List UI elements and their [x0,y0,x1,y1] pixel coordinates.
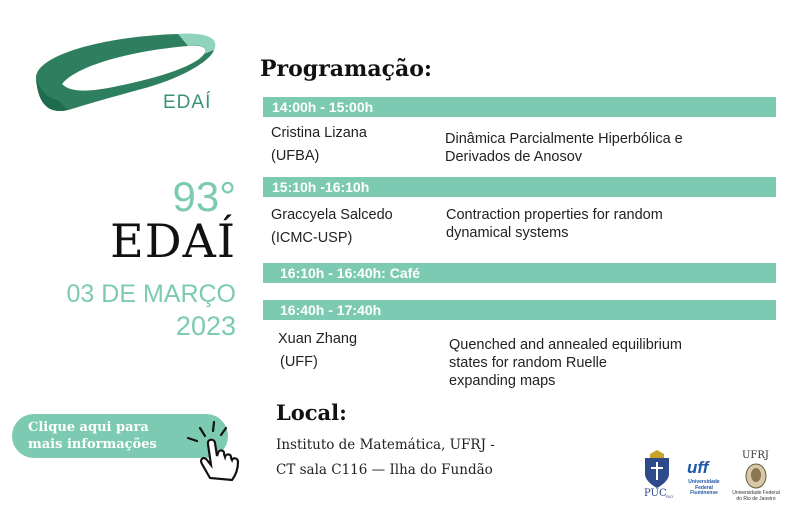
event-name: EDAÍ [110,214,236,268]
speaker-name: Cristina Lizana [271,125,367,141]
talk-title-line: Dinâmica Parcialmente Hiperbólica e [445,131,683,147]
time-bar-2 [263,177,776,197]
uff-text: uff [687,458,709,477]
time-bar-3 [263,300,776,320]
ufrj-sub-line: Universidade Federal [732,490,780,496]
uff-logo [684,458,724,506]
event-date: 03 DE MARÇO [66,280,236,308]
ufrj-sub-line: do Rio de Janeiro [736,495,776,502]
speaker-affiliation: (UFBA) [271,148,320,164]
venue-title: Local: [276,400,347,425]
talk-title-line: Contraction properties for random [446,207,663,223]
time-slot: 16:40h - 17:40h [280,302,382,318]
coffee-break: 16:10h - 16:40h: Café [280,265,421,281]
uff-sub-line: Federal [695,484,713,491]
hand-pointer-icon [180,416,248,484]
speaker-name: Graccyela Salcedo [271,207,393,223]
speaker-name: Xuan Zhang [278,331,358,347]
puc-text: PUC [644,488,667,499]
talk-title-line: Derivados de Anosov [445,149,583,165]
uff-sub-line: Universidade [688,479,720,485]
event-year: 2023 [175,311,236,341]
ufrj-logo [732,450,780,506]
uff-sub-line: Fluminense [690,490,718,496]
venue-address-line: Instituto de Matemática, UFRJ - [276,437,495,453]
venue-address-line: CT sala C116 — Ilha do Fundão [276,462,493,478]
talk-title-line: expanding maps [449,373,556,389]
cta-line1: Clique aqui para [28,420,149,435]
puc-crest-icon [640,450,674,490]
speaker-affiliation: (UFF) [280,354,318,370]
time-bar-break [263,263,776,283]
puc-sub: RIO [666,494,674,499]
time-bar-1 [263,97,776,117]
time-slot: 14:00h - 15:00h [272,99,374,115]
talk-title-line: Quenched and annealed equilibrium [449,337,682,353]
talk-title-line: states for random Ruelle [449,355,607,371]
ufrj-crest-icon [744,463,768,489]
speaker-affiliation: (ICMC-USP) [271,230,353,246]
cta-line2: mais informações [28,437,157,452]
puc-rio-logo [640,450,674,506]
logo-text: EDAÍ [163,92,212,113]
talk-title-line: dynamical systems [446,225,569,241]
schedule-title: Programação: [260,56,433,82]
ufrj-text: UFRJ [742,450,769,461]
time-slot: 15:10h -16:10h [272,179,370,195]
event-edition: 93° [172,173,236,220]
